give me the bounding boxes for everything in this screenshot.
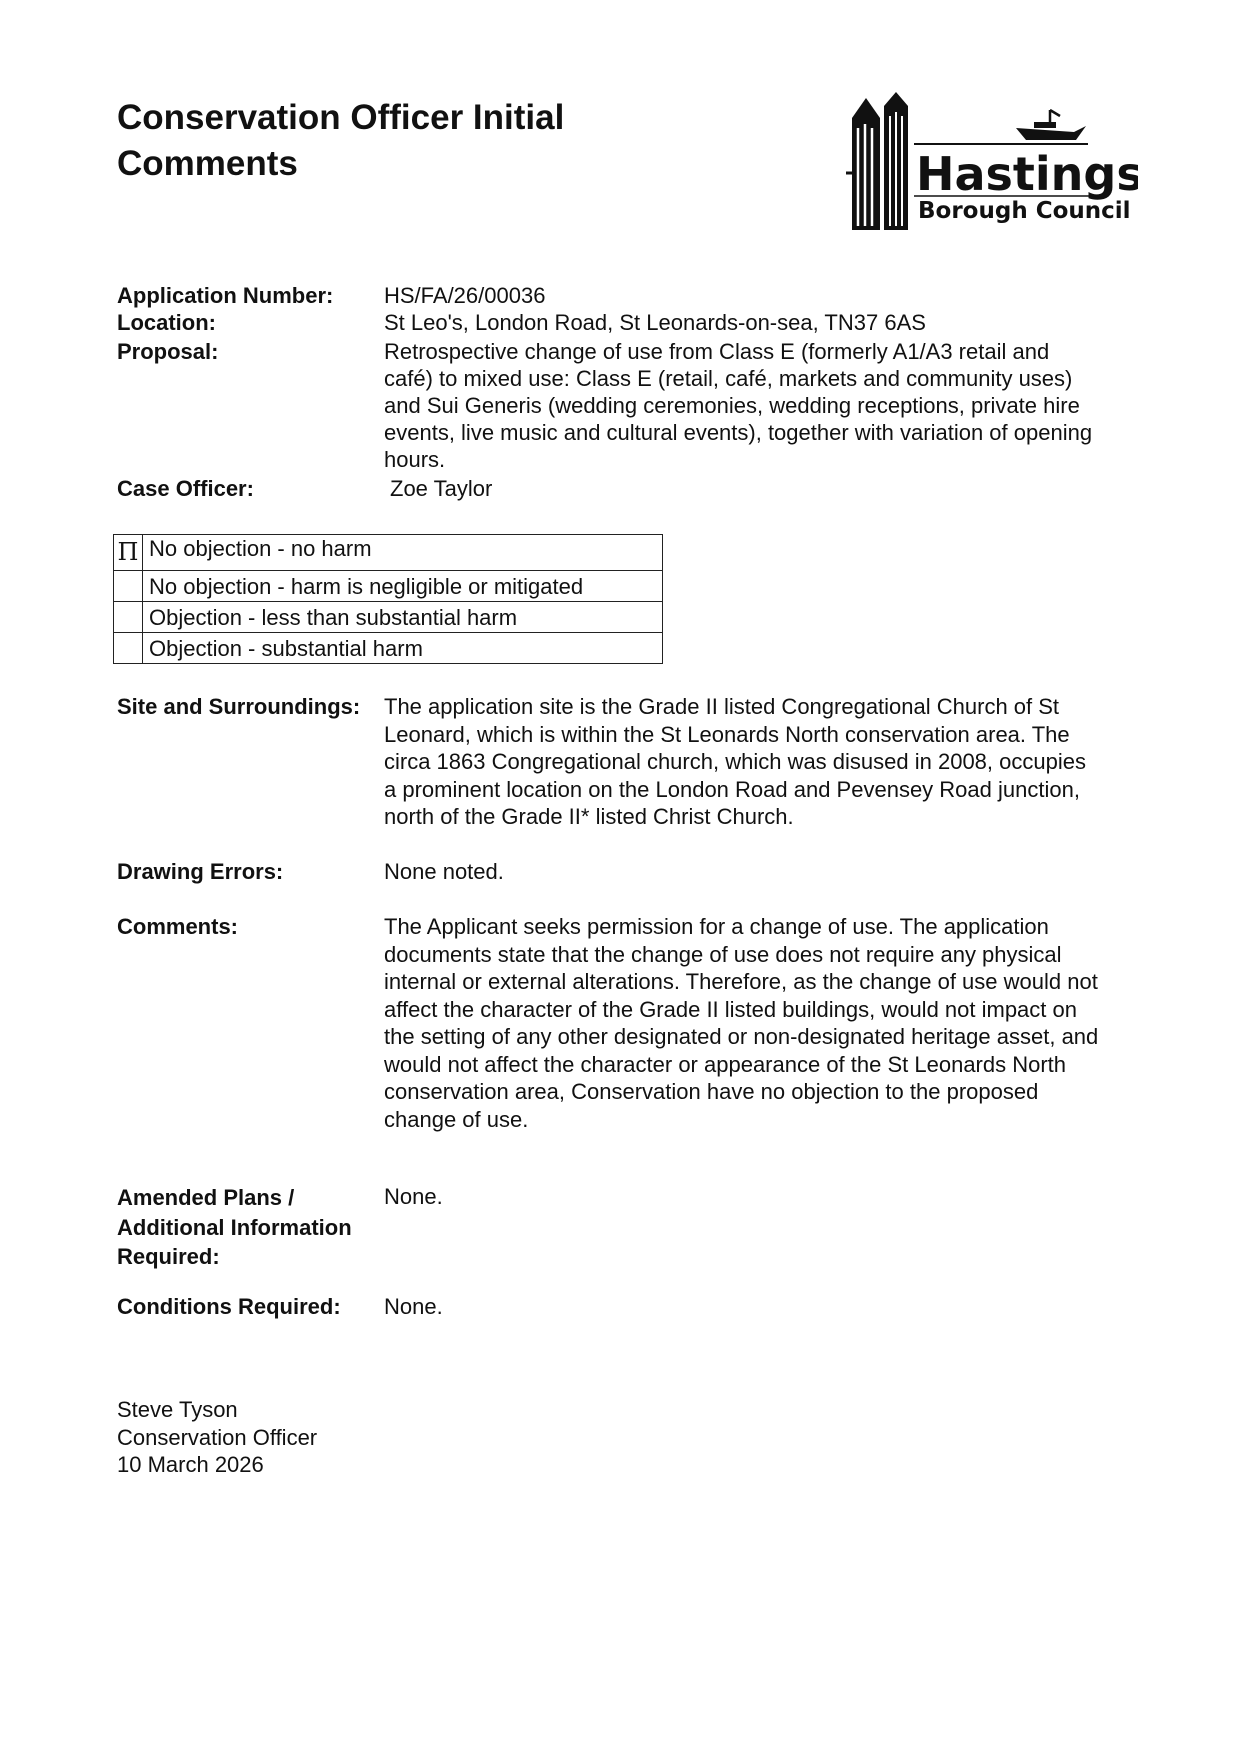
proposal-label: Proposal: (117, 339, 219, 364)
signature-role: Conservation Officer (117, 1424, 318, 1450)
comments-label: Comments: (117, 914, 239, 939)
logo-subtitle: Borough Council (918, 198, 1131, 224)
logo-name: Hastings (916, 147, 1138, 201)
page-title-line-1: Conservation Officer Initial (117, 98, 565, 137)
conditions-required-label: Conditions Required: (117, 1294, 341, 1319)
amended-plans-label-line: Additional Information (117, 1214, 352, 1240)
assessment-option-label: No objection - harm is negligible or mitigated (143, 571, 663, 602)
application-number-value: HS/FA/26/00036 (384, 283, 546, 308)
proposal-line: events, live music and cultural events), together with variation of opening (384, 420, 1093, 445)
case-officer-value: Zoe Taylor (390, 476, 493, 501)
site-line: circa 1863 Congregational church, which was disused in 2008, occupies (384, 749, 1086, 774)
signature-date: 10 March 2026 (117, 1452, 264, 1477)
comments-line: the setting of any other designated or non-designated heritage asset, and (384, 1024, 1099, 1049)
page-title-line-2: Comments (117, 144, 298, 183)
comments-line: would not affect the character or appearance of the St Leonards North (384, 1051, 1067, 1077)
amended-plans-label-line: Required: (117, 1244, 220, 1269)
location-value: St Leo's, London Road, St Leonards-on-sea, TN37 6AS (384, 310, 926, 335)
assessment-table (113, 534, 663, 664)
proposal-line: café) to mixed use: Class E (retail, café, markets and community uses) (384, 366, 1073, 391)
site-surroundings-label: Site and Surroundings: (117, 694, 361, 719)
comments-line: internal or external alterations. Therefore, as the change of use would not (384, 969, 1098, 994)
assessment-checkbox[interactable] (114, 602, 143, 633)
assessment-row (114, 633, 663, 664)
signature-block (117, 1396, 317, 1479)
assessment-checkbox[interactable] (114, 633, 143, 664)
assessment-checkbox[interactable] (114, 571, 143, 602)
signature-name: Steve Tyson (117, 1397, 238, 1422)
assessment-option-label: Objection - substantial harm (143, 633, 663, 664)
site-line: The application site is the Grade II listed Congregational Church of St (384, 694, 1060, 719)
conditions-required-value: None. (384, 1294, 443, 1319)
location-label: Location: (117, 310, 216, 335)
page-title (117, 95, 564, 187)
drawing-errors-label: Drawing Errors: (117, 859, 284, 884)
assessment-checkbox[interactable]: Π (114, 535, 143, 571)
hastings-borough-council-logo (838, 88, 1138, 238)
comments-line: change of use. (384, 1106, 529, 1132)
assessment-row (114, 535, 663, 571)
drawing-errors-value: None noted. (384, 859, 504, 884)
comments-text (384, 913, 1144, 1133)
comments-line: documents state that the change of use does not require any physical (384, 941, 1062, 967)
site-surroundings-text (384, 693, 1144, 831)
proposal-line: hours. (384, 447, 446, 472)
assessment-row (114, 602, 663, 633)
site-line: a prominent location on the London Road and Pevensey Road junction, (384, 776, 1080, 802)
assessment-option-label: Objection - less than substantial harm (143, 602, 663, 633)
site-line: north of the Grade II* listed Christ Church. (384, 804, 794, 829)
site-line: Leonard, which is within the St Leonards North conservation area. The (384, 721, 1070, 747)
amended-plans-label (117, 1183, 352, 1272)
amended-plans-value: None. (384, 1184, 443, 1209)
net-huts-icon (838, 88, 1138, 238)
case-officer-label: Case Officer: (117, 476, 254, 501)
proposal-line: Retrospective change of use from Class E (formerly A1/A3 retail and (384, 339, 1050, 364)
comments-line: affect the character of the Grade II listed buildings, would not impact on (384, 996, 1077, 1022)
application-number-label: Application Number: (117, 283, 334, 308)
comments-line: conservation area, Conservation have no objection to the proposed (384, 1079, 1039, 1104)
amended-plans-label-line: Amended Plans / (117, 1185, 295, 1210)
assessment-option-label: No objection - no harm (143, 535, 663, 571)
proposal-value (384, 338, 1134, 473)
proposal-line: and Sui Generis (wedding ceremonies, wedding receptions, private hire (384, 393, 1080, 418)
assessment-row (114, 571, 663, 602)
comments-line: The Applicant seeks permission for a change of use. The application (384, 914, 1049, 939)
